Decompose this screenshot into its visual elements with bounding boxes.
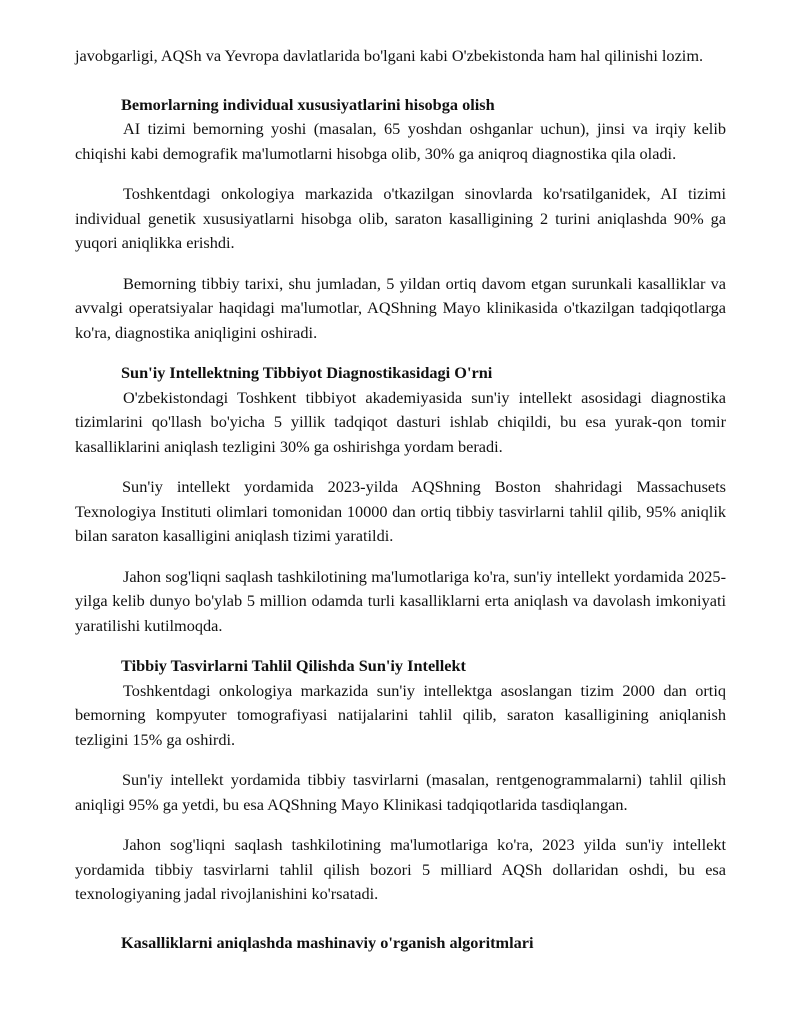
section-heading-ml-algorithms: Kasalliklarni aniqlashda mashinaviy o'rganish algoritmlari: [121, 932, 534, 952]
paragraph: Toshkentdagi onkologiya markazida sun'iy intellektga asoslangan tizim 2000 dan ortiq bemorning kompyuter tomografiyasi natijalarini tahlil qilib, saraton kasalligining aniqlanish tezligini 15% ga oshirdi.: [75, 680, 726, 749]
paragraph: Toshkentdagi onkologiya markazida o'tkazilgan sinovlarda ko'rsatilganidek, AI tizimi individual genetik xususiyatlarni hisobga olib, saraton kasalligining 2 turini aniqlashda 90% ga yuqori aniqlikka erishdi.: [75, 184, 726, 252]
paragraph: Bemorning tibbiy tarixi, shu jumladan, 5 yildan ortiq davom etgan surunkali kasalliklar va avvalgi operatsiyalar haqidagi ma'lumotlar, AQShning Mayo klinikasida o'tkazilgan tadqiqotlarga ko'ra, diagnostika aniqligini oshiradi.: [75, 273, 726, 342]
paragraph: Sun'iy intellekt yordamida tibbiy tasvirlarni (masalan, rentgenogrammalarni) tahlil qilish aniqligi 95% ga yetdi, bu esa AQShning Mayo Klinikasi tadqiqotlarida tasdiqlangan.: [75, 770, 726, 814]
paragraph-continuation: javobgarligi, AQSh va Yevropa davlatlarida bo'lgani kabi O'zbekistonda ham hal qilinishi lozim.: [75, 46, 704, 65]
section-heading-image-analysis: Tibbiy Tasvirlarni Tahlil Qilishda Sun'iy Intellekt: [121, 656, 466, 675]
paragraph: Sun'iy intellekt yordamida 2023-yilda AQShning Boston shahridagi Massachusets Texnologiya Instituti olimlari tomonidan 10000 dan ortiq tibbiy tasvirlarni tahlil qilib, 95% aniqlik bilan saraton kasalligini aniqlash tizimi yaratildi.: [75, 477, 726, 545]
paragraph: Jahon sog'liqni saqlash tashkilotining ma'lumotlariga ko'ra, 2023 yilda sun'iy intellekt yordamida tibbiy tasvirlarni tahlil qilish bozori 5 milliard AQSh dollaridan oshdi, bu esa texnologiyaning jadal rivojlanishini ko'rsatadi.: [75, 835, 726, 903]
paragraph: O'zbekistondagi Toshkent tibbiyot akademiyasida sun'iy intellekt asosidagi diagnostika tizimlarini qo'llash bo'yicha 5 yillik tadqiqot dasturi ishlab chiqildi, bu esa yurak-qon tomir kasalliklarini aniqlash tezligini 30% ga oshirishga yordam beradi.: [75, 387, 726, 456]
paragraph: Jahon sog'liqni saqlash tashkilotining ma'lumotlariga ko'ra, sun'iy intellekt yordamida 2025-yilga kelib dunyo bo'ylab 5 million odamda turli kasalliklarni erta aniqlash va davolash imkoniyati yaratilishi kutilmoqda.: [75, 566, 726, 635]
section-heading-individual-features: Bemorlarning individual xususiyatlarini hisobga olish: [121, 94, 495, 114]
document-page: [75, 44, 726, 955]
paragraph: AI tizimi bemorning yoshi (masalan, 65 yoshdan oshganlar uchun), jinsi va irqiy kelib chiqishi kabi demografik ma'lumotlarni hisobga olib, 30% ga aniqroq diagnostika qila oladi.: [75, 119, 726, 163]
section-heading-ai-role: Sun'iy Intellektning Tibbiyot Diagnostikasidagi O'rni: [121, 363, 493, 382]
